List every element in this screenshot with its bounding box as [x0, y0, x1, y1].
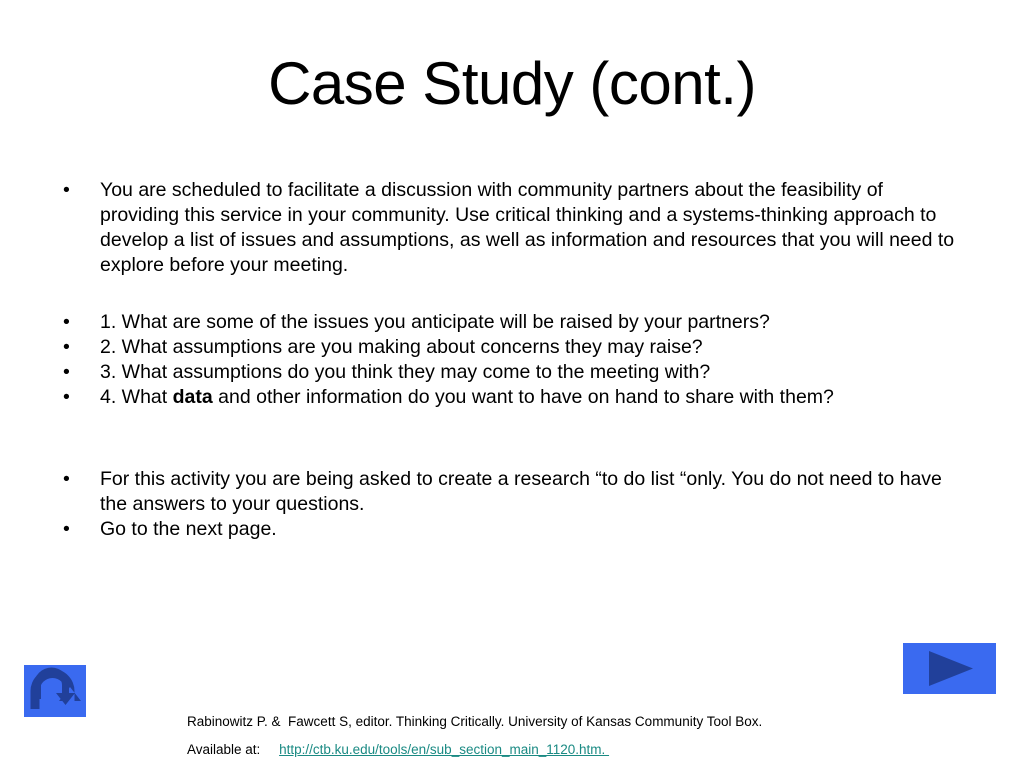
bullet-question-1: [55, 310, 960, 335]
bullet-go-next: [55, 517, 960, 542]
footer-spacer: [260, 742, 279, 757]
next-button[interactable]: [903, 643, 996, 694]
bullet-question-4-text: [100, 385, 960, 410]
bullet-intro-text: You are scheduled to facilitate a discussion with community partners about the feasibility of providing this service in your community. Use critical thinking and a systems-thinking approach to develop a list of issues and assumptions, as well as information and resources that you will need to explore before your meeting.: [100, 179, 955, 276]
bullet-question-4: [55, 385, 960, 410]
u-turn-arrow-icon: [24, 665, 86, 717]
bullet-question-1-text: 1. What are some of the issues you anticipate will be raised by your partners?: [100, 311, 770, 333]
spacer-after-intro: [55, 278, 960, 310]
bullet-question-2-text: 2. What assumptions are you making about concerns they may raise?: [100, 336, 703, 358]
question-4-bold-word: data: [172, 386, 213, 408]
bullet-marker-icon: •: [63, 336, 70, 358]
spacer-extra: [55, 442, 960, 467]
bullet-activity-note-text: For this activity you are being asked to create a research “to do list “only. You do not need to have the answers to your questions.: [100, 468, 942, 515]
bullet-marker-icon: •: [63, 311, 70, 333]
question-4-text-before: 4. What: [100, 386, 173, 408]
bullet-question-2: [55, 335, 960, 360]
bullet-marker-icon: •: [63, 468, 70, 490]
bullet-marker-icon: •: [63, 179, 70, 201]
footer-citation-block: [187, 708, 987, 764]
play-triangle-icon: [903, 643, 996, 694]
return-button[interactable]: [24, 665, 86, 717]
citation-text: Rabinowitz P. & Fawcett S, editor. Thinking Critically. University of Kansas Community Tool Box.: [187, 714, 763, 729]
bullet-question-3-text: 3. What assumptions do you think they may come to the meeting with?: [100, 361, 711, 383]
available-at-label: Available at:: [187, 742, 261, 757]
bullet-question-3: [55, 360, 960, 385]
bullet-activity-note: [55, 467, 960, 517]
source-url-link[interactable]: http://ctb.ku.edu/tools/en/sub_section_main_1120.htm.: [279, 742, 610, 757]
bullet-marker-icon: •: [63, 518, 70, 540]
slide-body: [55, 178, 960, 542]
bullet-marker-icon: •: [63, 361, 70, 383]
availability-line: [187, 736, 987, 764]
question-4-text-after: and other information do you want to have on hand to share with them?: [212, 386, 834, 408]
bullet-marker-icon: •: [63, 386, 70, 408]
bullet-intro: [55, 178, 960, 278]
bullet-go-next-text: Go to the next page.: [100, 518, 277, 540]
page-title: Case Study (cont.): [268, 50, 756, 117]
spacer-after-questions: [55, 410, 960, 442]
